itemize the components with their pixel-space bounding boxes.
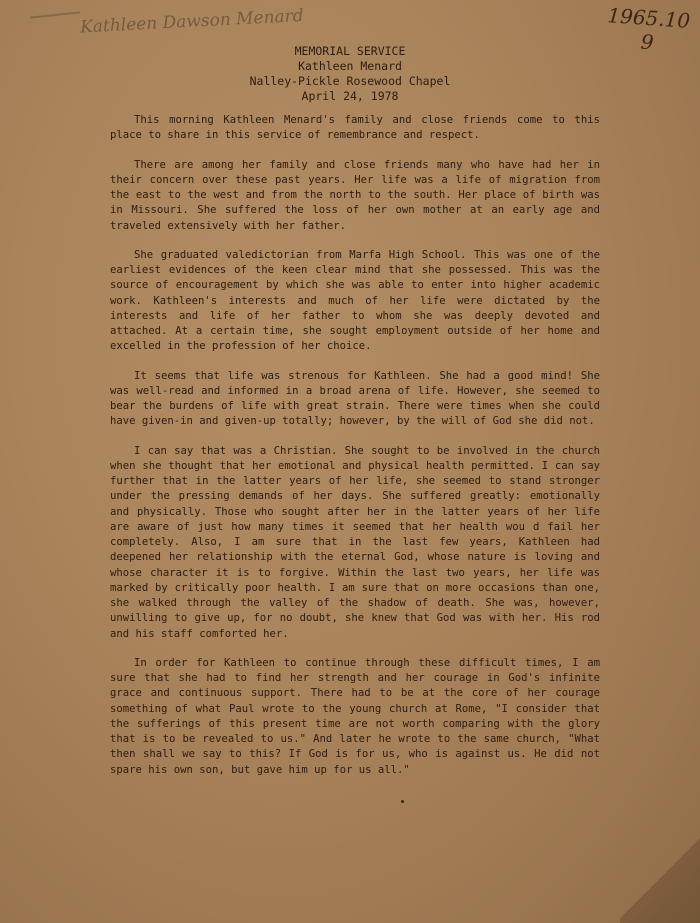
paragraph-1: This morning Kathleen Menard's family and close friends come to this place to share in this service of remembrance and respect. xyxy=(110,114,600,142)
ink-dot xyxy=(401,800,404,803)
paragraph-4: It seems that life was strenous for Kathleen. She had a good mind! She was well-read and informed in a broad arena of life. However, she seemed to bear the burdens of life with great strain. There were times when she could have given-in and given-up totally; however, by the will of God she did not. xyxy=(110,369,600,428)
accession-line-2: 9 xyxy=(639,29,655,55)
pen-scratch-mark xyxy=(30,11,80,18)
header-chapel: Nalley-Pickle Rosewood Chapel xyxy=(249,74,451,88)
header-title: MEMORIAL SERVICE xyxy=(294,44,406,58)
paragraph-3: She graduated valedictorian from Marfa High School. This was one of the earliest evidences of the keen clear mind that she possessed. This was the source of encouragement by which she was able to enter into higher academic work. Kathleen's interests and much of her life were dictated by the interests and life of her father to whom she was deeply devoted and attached. At a certain time, she sought employment outside of her home and excelled in the profession of her choice. xyxy=(110,248,600,353)
paragraph-5: I can say that was a Christian. She sought to be involved in the church when she thought that her emotional and physical health permitted. I can say further that in the latter years of her life, she seemed to stand stronger under the pressing demands of her days. She suffered greatly: emotionally and physically. Those who sought after her in the latter years of her life are aware of just how many times it seemed that her health wou d fail her completely. Also, I am sure that in the last few years, Kathleen had deepened her relationship with the eternal God, whose nature is loving and whose character it is to forgive. Within the last two years, her life was marked by critically poor health. I am sure that on more occasions than one, she walked through the valley of the shadow of death. She was, however, unwilling to give up, for no doubt, she knew that God was with her. His rod and his staff comforted her. xyxy=(110,444,600,640)
paragraph-6: In order for Kathleen to continue through these difficult times, I am sure that she had to find her strength and her courage in God's infinite grace and continuous support. There had to be at the core of her courage something of what Paul wrote to the young church at Rome, "I consider that the sufferings of this present time are not worth comparing with the glory that is to be revealed to us." And later he wrote to the same church, "What then shall we say to this? If God is for us, who is against us. He did not spare his own son, but gave him up for us all." xyxy=(110,656,600,776)
folded-corner xyxy=(620,833,700,923)
document-header xyxy=(200,44,500,104)
paragraph-2: There are among her family and close friends many who have had her in their concern over these past years. Her life was a life of migration from the east to the west and from the north to the south. Her place of birth was in Missouri. She suffered the loss of her own mother at an early age and traveled extensively with her father. xyxy=(110,158,600,232)
handwritten-name: Kathleen Dawson Menard xyxy=(79,5,305,38)
accession-line-1: 1965.10 xyxy=(606,3,691,33)
header-date: April 24, 1978 xyxy=(301,89,399,103)
document-body xyxy=(110,113,600,792)
header-name: Kathleen Menard xyxy=(298,59,402,73)
accession-number xyxy=(604,3,691,57)
